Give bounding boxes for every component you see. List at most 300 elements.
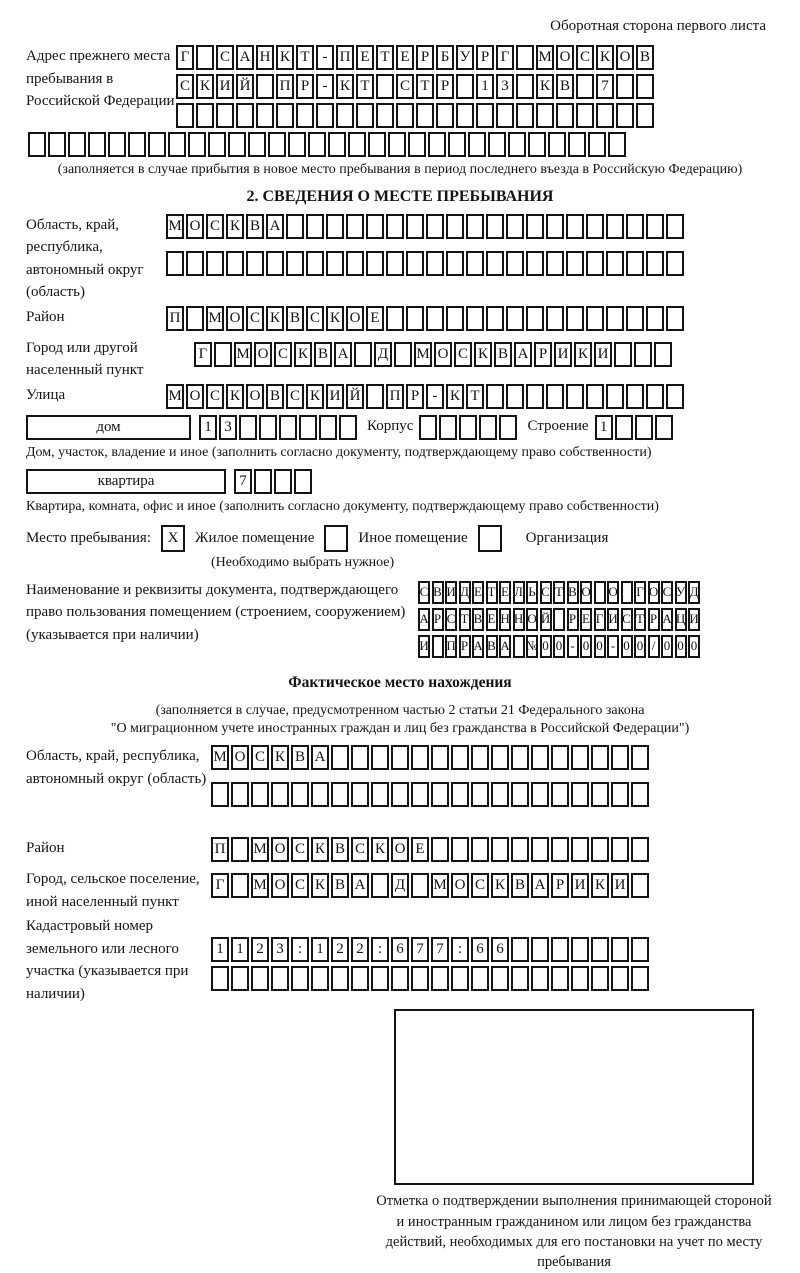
char-cell[interactable] [546, 251, 564, 276]
char-cell[interactable] [128, 132, 146, 157]
char-cell[interactable] [266, 251, 284, 276]
char-cell[interactable] [274, 469, 292, 494]
char-cell[interactable] [548, 132, 566, 157]
char-cell[interactable] [426, 306, 444, 331]
char-cell[interactable] [576, 103, 594, 128]
char-cell[interactable] [586, 306, 604, 331]
char-cell[interactable]: О [526, 608, 538, 631]
char-cell[interactable] [451, 745, 469, 770]
char-cell[interactable]: Е [411, 837, 429, 862]
char-cell[interactable] [553, 608, 565, 631]
char-cell[interactable]: Й [236, 74, 254, 99]
char-cell[interactable] [526, 251, 544, 276]
char-cell[interactable] [431, 782, 449, 807]
char-cell[interactable]: 0 [675, 635, 687, 658]
char-cell[interactable]: М [234, 342, 252, 367]
char-cell[interactable]: И [607, 608, 619, 631]
char-cell[interactable] [206, 251, 224, 276]
char-cell[interactable] [186, 306, 204, 331]
char-cell[interactable]: О [648, 581, 660, 604]
char-cell[interactable]: К [311, 873, 329, 898]
char-cell[interactable] [486, 306, 504, 331]
char-cell[interactable] [406, 214, 424, 239]
char-cell[interactable]: С [454, 342, 472, 367]
char-cell[interactable] [596, 103, 614, 128]
char-cell[interactable] [386, 214, 404, 239]
char-cell[interactable]: 7 [234, 469, 252, 494]
char-cell[interactable]: О [186, 214, 204, 239]
char-cell[interactable] [551, 782, 569, 807]
char-cell[interactable]: : [291, 937, 309, 962]
char-cell[interactable] [526, 306, 544, 331]
char-cell[interactable] [551, 837, 569, 862]
char-cell[interactable]: 1 [199, 415, 217, 440]
char-cell[interactable] [566, 214, 584, 239]
char-cell[interactable] [499, 415, 517, 440]
char-cell[interactable] [621, 581, 633, 604]
char-cell[interactable] [606, 251, 624, 276]
char-cell[interactable] [566, 384, 584, 409]
char-cell[interactable] [606, 384, 624, 409]
char-cell[interactable] [248, 132, 266, 157]
char-cell[interactable]: М [431, 873, 449, 898]
char-cell[interactable] [279, 415, 297, 440]
char-cell[interactable]: 2 [251, 937, 269, 962]
char-cell[interactable] [296, 103, 314, 128]
char-cell[interactable] [528, 132, 546, 157]
char-cell[interactable] [614, 342, 632, 367]
char-cell[interactable]: И [594, 342, 612, 367]
char-cell[interactable] [466, 306, 484, 331]
char-cell[interactable] [419, 415, 437, 440]
char-cell[interactable] [168, 132, 186, 157]
char-cell[interactable]: О [226, 306, 244, 331]
char-cell[interactable]: О [231, 745, 249, 770]
char-cell[interactable] [411, 745, 429, 770]
char-cell[interactable]: М [414, 342, 432, 367]
char-cell[interactable] [259, 415, 277, 440]
char-cell[interactable] [591, 745, 609, 770]
char-cell[interactable] [486, 384, 504, 409]
char-cell[interactable] [446, 214, 464, 239]
char-cell[interactable] [426, 214, 444, 239]
char-cell[interactable] [615, 415, 633, 440]
char-cell[interactable] [271, 966, 289, 991]
char-cell[interactable] [526, 214, 544, 239]
char-cell[interactable] [611, 937, 629, 962]
char-cell[interactable]: О [616, 45, 634, 70]
char-cell[interactable]: 2 [351, 937, 369, 962]
char-cell[interactable] [566, 306, 584, 331]
char-cell[interactable]: - [316, 74, 334, 99]
char-cell[interactable]: Т [459, 608, 471, 631]
char-cell[interactable] [496, 103, 514, 128]
char-cell[interactable] [439, 415, 457, 440]
char-cell[interactable] [366, 384, 384, 409]
char-cell[interactable]: Р [551, 873, 569, 898]
char-cell[interactable]: М [251, 837, 269, 862]
char-cell[interactable] [531, 966, 549, 991]
char-cell[interactable]: 1 [311, 937, 329, 962]
char-cell[interactable] [448, 132, 466, 157]
char-cell[interactable] [591, 782, 609, 807]
char-cell[interactable] [551, 937, 569, 962]
char-cell[interactable]: В [291, 745, 309, 770]
char-cell[interactable] [611, 966, 629, 991]
char-cell[interactable] [631, 873, 649, 898]
char-cell[interactable] [246, 251, 264, 276]
char-cell[interactable] [626, 251, 644, 276]
char-cell[interactable]: Е [356, 45, 374, 70]
char-cell[interactable]: К [326, 306, 344, 331]
char-cell[interactable]: Е [472, 581, 484, 604]
char-cell[interactable] [366, 251, 384, 276]
char-cell[interactable]: Г [176, 45, 194, 70]
char-cell[interactable] [451, 782, 469, 807]
char-cell[interactable] [491, 745, 509, 770]
char-cell[interactable]: Т [486, 581, 498, 604]
char-cell[interactable]: 0 [688, 635, 700, 658]
char-cell[interactable]: - [426, 384, 444, 409]
char-cell[interactable] [531, 937, 549, 962]
char-cell[interactable] [626, 214, 644, 239]
char-cell[interactable]: Т [634, 608, 646, 631]
checkbox-organizatsiya[interactable] [478, 525, 502, 552]
char-cell[interactable]: О [556, 45, 574, 70]
char-cell[interactable]: Г [211, 873, 229, 898]
char-cell[interactable]: - [567, 635, 579, 658]
char-cell[interactable]: Й [540, 608, 552, 631]
char-cell[interactable] [654, 342, 672, 367]
char-cell[interactable] [348, 132, 366, 157]
char-cell[interactable]: И [326, 384, 344, 409]
char-cell[interactable]: Д [459, 581, 471, 604]
char-cell[interactable]: С [661, 581, 673, 604]
char-cell[interactable]: М [206, 306, 224, 331]
char-cell[interactable] [228, 132, 246, 157]
char-cell[interactable]: К [371, 837, 389, 862]
char-cell[interactable]: Е [499, 581, 511, 604]
char-cell[interactable]: Т [553, 581, 565, 604]
char-cell[interactable] [631, 782, 649, 807]
char-cell[interactable]: 1 [595, 415, 613, 440]
char-cell[interactable]: С [251, 745, 269, 770]
char-cell[interactable] [394, 342, 412, 367]
char-cell[interactable] [611, 782, 629, 807]
char-cell[interactable]: О [346, 306, 364, 331]
char-cell[interactable]: 0 [553, 635, 565, 658]
char-cell[interactable]: № [526, 635, 538, 658]
char-cell[interactable] [571, 782, 589, 807]
char-cell[interactable] [586, 384, 604, 409]
char-cell[interactable] [491, 837, 509, 862]
char-cell[interactable]: К [491, 873, 509, 898]
char-cell[interactable]: В [486, 635, 498, 658]
char-cell[interactable]: Й [346, 384, 364, 409]
char-cell[interactable]: С [540, 581, 552, 604]
char-cell[interactable]: П [211, 837, 229, 862]
char-cell[interactable]: В [246, 214, 264, 239]
char-cell[interactable] [308, 132, 326, 157]
char-cell[interactable]: Н [256, 45, 274, 70]
char-cell[interactable] [231, 873, 249, 898]
char-cell[interactable] [634, 342, 652, 367]
char-cell[interactable]: С [291, 873, 309, 898]
char-cell[interactable] [211, 782, 229, 807]
char-cell[interactable]: 0 [661, 635, 673, 658]
char-cell[interactable] [631, 837, 649, 862]
char-cell[interactable]: К [311, 837, 329, 862]
char-cell[interactable] [508, 132, 526, 157]
char-cell[interactable] [636, 74, 654, 99]
char-cell[interactable] [546, 306, 564, 331]
char-cell[interactable]: В [472, 608, 484, 631]
char-cell[interactable] [294, 469, 312, 494]
char-cell[interactable]: С [445, 608, 457, 631]
char-cell[interactable] [526, 384, 544, 409]
char-cell[interactable] [666, 384, 684, 409]
char-cell[interactable]: О [186, 384, 204, 409]
char-cell[interactable] [486, 251, 504, 276]
char-cell[interactable]: С [621, 608, 633, 631]
char-cell[interactable] [606, 306, 624, 331]
char-cell[interactable]: А [499, 635, 511, 658]
char-cell[interactable] [306, 214, 324, 239]
char-cell[interactable] [28, 132, 46, 157]
char-cell[interactable] [391, 782, 409, 807]
char-cell[interactable]: / [648, 635, 660, 658]
char-cell[interactable] [431, 745, 449, 770]
char-cell[interactable]: Е [396, 45, 414, 70]
char-cell[interactable] [516, 103, 534, 128]
char-cell[interactable] [306, 251, 324, 276]
char-cell[interactable]: Р [406, 384, 424, 409]
char-cell[interactable]: 0 [621, 635, 633, 658]
char-cell[interactable] [566, 251, 584, 276]
char-cell[interactable]: О [580, 581, 592, 604]
char-cell[interactable] [486, 214, 504, 239]
char-cell[interactable] [48, 132, 66, 157]
char-cell[interactable]: И [445, 581, 457, 604]
char-cell[interactable] [299, 415, 317, 440]
char-cell[interactable]: В [286, 306, 304, 331]
char-cell[interactable] [339, 415, 357, 440]
char-cell[interactable] [631, 745, 649, 770]
char-cell[interactable]: К [596, 45, 614, 70]
char-cell[interactable]: С [246, 306, 264, 331]
checkbox-zhiloe[interactable]: X [161, 525, 185, 552]
char-cell[interactable]: П [386, 384, 404, 409]
char-cell[interactable]: В [314, 342, 332, 367]
char-cell[interactable]: О [607, 581, 619, 604]
char-cell[interactable] [428, 132, 446, 157]
char-cell[interactable] [354, 342, 372, 367]
char-cell[interactable] [251, 966, 269, 991]
char-cell[interactable]: С [206, 214, 224, 239]
char-cell[interactable] [291, 966, 309, 991]
char-cell[interactable]: Т [356, 74, 374, 99]
char-cell[interactable]: Е [366, 306, 384, 331]
char-cell[interactable]: 0 [540, 635, 552, 658]
char-cell[interactable]: Т [416, 74, 434, 99]
char-cell[interactable]: Р [648, 608, 660, 631]
char-cell[interactable] [254, 469, 272, 494]
char-cell[interactable] [468, 132, 486, 157]
char-cell[interactable] [236, 103, 254, 128]
char-cell[interactable]: О [451, 873, 469, 898]
char-cell[interactable] [636, 103, 654, 128]
char-cell[interactable] [586, 251, 604, 276]
char-cell[interactable]: А [531, 873, 549, 898]
char-cell[interactable]: А [351, 873, 369, 898]
char-cell[interactable] [606, 214, 624, 239]
char-cell[interactable]: К [226, 214, 244, 239]
char-cell[interactable] [186, 251, 204, 276]
char-cell[interactable]: К [336, 74, 354, 99]
char-cell[interactable]: Е [486, 608, 498, 631]
char-cell[interactable] [511, 745, 529, 770]
char-cell[interactable] [531, 837, 549, 862]
char-cell[interactable]: К [306, 384, 324, 409]
char-cell[interactable] [466, 251, 484, 276]
char-cell[interactable]: С [176, 74, 194, 99]
char-cell[interactable] [511, 966, 529, 991]
char-cell[interactable] [291, 782, 309, 807]
char-cell[interactable]: О [271, 873, 289, 898]
char-cell[interactable] [319, 415, 337, 440]
char-cell[interactable] [451, 837, 469, 862]
char-cell[interactable] [326, 251, 344, 276]
char-cell[interactable] [516, 74, 534, 99]
char-cell[interactable] [591, 966, 609, 991]
char-cell[interactable] [426, 251, 444, 276]
char-cell[interactable]: В [266, 384, 284, 409]
char-cell[interactable]: С [274, 342, 292, 367]
char-cell[interactable] [431, 966, 449, 991]
char-cell[interactable] [646, 214, 664, 239]
char-cell[interactable] [591, 937, 609, 962]
char-cell[interactable] [351, 782, 369, 807]
char-cell[interactable] [416, 103, 434, 128]
char-cell[interactable] [616, 103, 634, 128]
char-cell[interactable] [376, 103, 394, 128]
char-cell[interactable] [594, 581, 606, 604]
char-cell[interactable] [591, 837, 609, 862]
char-cell[interactable]: - [607, 635, 619, 658]
char-cell[interactable] [391, 966, 409, 991]
char-cell[interactable]: 7 [596, 74, 614, 99]
char-cell[interactable]: П [166, 306, 184, 331]
char-cell[interactable] [326, 214, 344, 239]
char-cell[interactable] [346, 251, 364, 276]
char-cell[interactable] [646, 384, 664, 409]
char-cell[interactable]: В [567, 581, 579, 604]
char-cell[interactable] [328, 132, 346, 157]
char-cell[interactable] [536, 103, 554, 128]
char-cell[interactable]: Л [513, 581, 525, 604]
char-cell[interactable] [231, 837, 249, 862]
char-cell[interactable]: 2 [331, 937, 349, 962]
char-cell[interactable] [368, 132, 386, 157]
char-cell[interactable]: Ц [675, 608, 687, 631]
char-cell[interactable] [513, 635, 525, 658]
char-cell[interactable] [148, 132, 166, 157]
char-cell[interactable] [471, 782, 489, 807]
char-cell[interactable] [456, 103, 474, 128]
char-cell[interactable] [408, 132, 426, 157]
char-cell[interactable]: П [336, 45, 354, 70]
char-cell[interactable] [531, 745, 549, 770]
char-cell[interactable]: Б [436, 45, 454, 70]
char-cell[interactable] [231, 966, 249, 991]
char-cell[interactable]: 1 [211, 937, 229, 962]
char-cell[interactable]: К [446, 384, 464, 409]
char-cell[interactable] [226, 251, 244, 276]
char-cell[interactable]: М [251, 873, 269, 898]
char-cell[interactable] [356, 103, 374, 128]
char-cell[interactable] [646, 306, 664, 331]
char-cell[interactable] [546, 214, 564, 239]
char-cell[interactable]: О [434, 342, 452, 367]
char-cell[interactable] [506, 214, 524, 239]
char-cell[interactable] [196, 103, 214, 128]
char-cell[interactable]: У [456, 45, 474, 70]
char-cell[interactable]: Д [688, 581, 700, 604]
char-cell[interactable]: О [271, 837, 289, 862]
char-cell[interactable] [286, 214, 304, 239]
char-cell[interactable] [239, 415, 257, 440]
char-cell[interactable]: В [331, 873, 349, 898]
char-cell[interactable]: М [211, 745, 229, 770]
char-cell[interactable] [666, 251, 684, 276]
char-cell[interactable] [271, 782, 289, 807]
char-cell[interactable] [588, 132, 606, 157]
char-cell[interactable]: М [536, 45, 554, 70]
char-cell[interactable] [556, 103, 574, 128]
char-cell[interactable] [211, 966, 229, 991]
char-cell[interactable]: А [514, 342, 532, 367]
char-cell[interactable]: С [206, 384, 224, 409]
char-cell[interactable]: 6 [491, 937, 509, 962]
char-cell[interactable]: М [166, 384, 184, 409]
char-cell[interactable]: В [636, 45, 654, 70]
char-cell[interactable] [459, 415, 477, 440]
char-cell[interactable]: И [216, 74, 234, 99]
char-cell[interactable] [506, 384, 524, 409]
char-cell[interactable]: 3 [219, 415, 237, 440]
char-cell[interactable] [188, 132, 206, 157]
char-cell[interactable]: И [611, 873, 629, 898]
char-cell[interactable] [571, 837, 589, 862]
char-cell[interactable]: С [396, 74, 414, 99]
char-cell[interactable] [336, 103, 354, 128]
char-cell[interactable]: 6 [391, 937, 409, 962]
char-cell[interactable] [68, 132, 86, 157]
char-cell[interactable]: К [266, 306, 284, 331]
char-cell[interactable]: А [661, 608, 673, 631]
char-cell[interactable]: В [511, 873, 529, 898]
char-cell[interactable] [446, 251, 464, 276]
char-cell[interactable]: К [196, 74, 214, 99]
char-cell[interactable] [316, 103, 334, 128]
char-cell[interactable]: : [451, 937, 469, 962]
char-cell[interactable]: 1 [231, 937, 249, 962]
char-cell[interactable]: А [266, 214, 284, 239]
char-cell[interactable] [466, 214, 484, 239]
char-cell[interactable] [331, 745, 349, 770]
char-cell[interactable]: Р [476, 45, 494, 70]
char-cell[interactable] [476, 103, 494, 128]
